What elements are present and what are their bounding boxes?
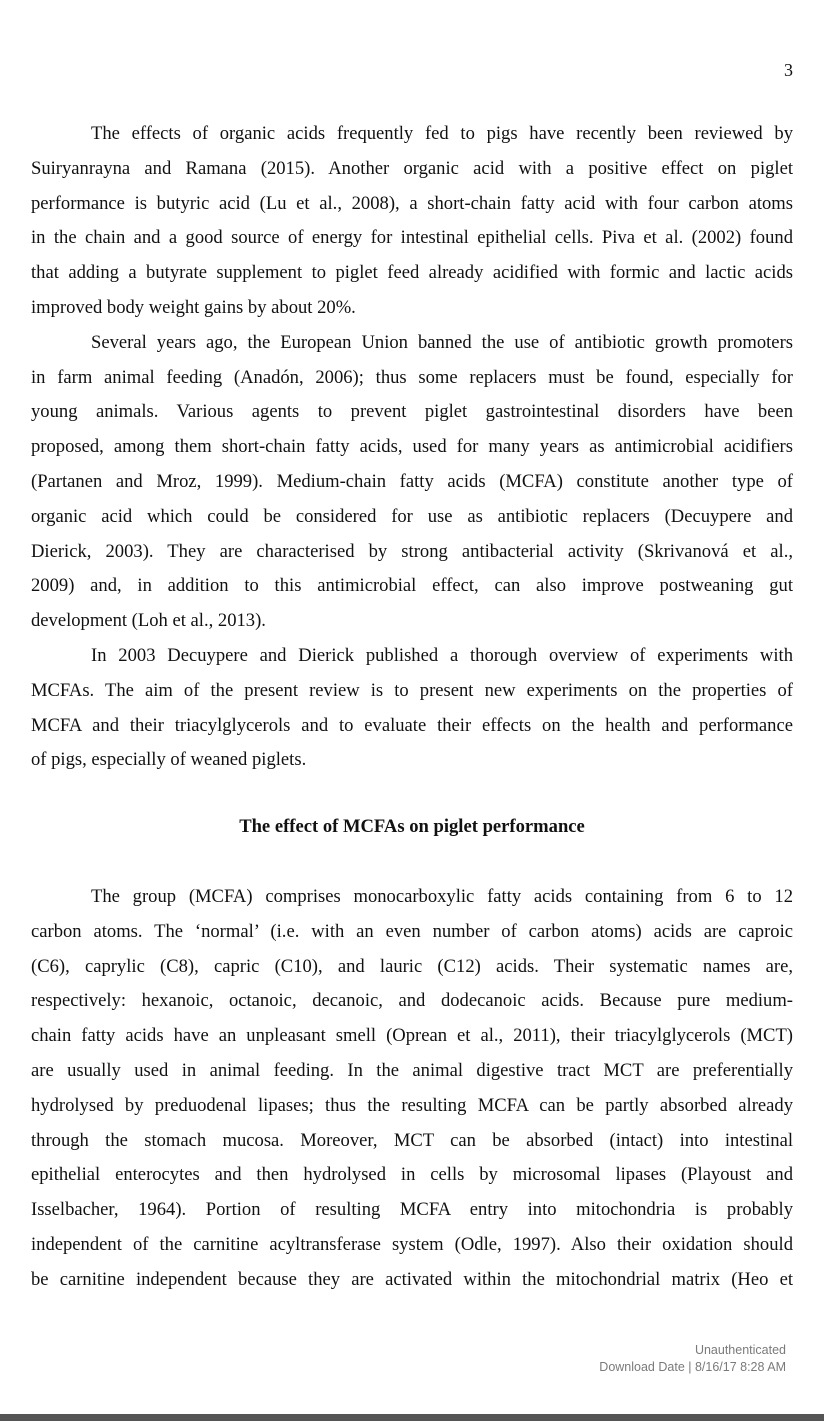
download-footer [599, 1342, 786, 1376]
text-line: of pigs, especially of weaned piglets. [31, 749, 307, 771]
text-line: In 2003 Decuypere and Dierick published a thorough overview of experiments with [91, 644, 793, 666]
download-date: Download Date | 8/16/17 8:28 AM [599, 1360, 786, 1374]
text-line: Dierick, 2003). They are characterised by strong antibacterial activity (Skrivanová et al., [31, 540, 793, 562]
text-line: respectively: hexanoic, octanoic, decanoic, and dodecanoic acids. Because pure medium- [31, 990, 793, 1012]
text-line: MCFAs. The aim of the present review is to present new experiments on the properties of [31, 679, 793, 701]
text-line: (Partanen and Mroz, 1999). Medium-chain fatty acids (MCFA) constitute another type of [31, 470, 793, 492]
paragraph [31, 880, 793, 1298]
text-line: 2009) and, in addition to this antimicrobial effect, can also improve postweaning gut [31, 575, 793, 597]
text-line: chain fatty acids have an unpleasant smell (Oprean et al., 2011), their triacylglycerols (MCT) [31, 1025, 793, 1047]
text-line: Several years ago, the European Union banned the use of antibiotic growth promoters [91, 331, 793, 353]
page-number: 3 [784, 60, 793, 80]
text-line: hydrolysed by preduodenal lipases; thus the resulting MCFA can be partly absorbed already [31, 1094, 793, 1116]
paragraph [31, 326, 793, 639]
text-line: independent of the carnitine acyltransferase system (Odle, 1997). Also their oxidation should [31, 1233, 793, 1255]
text-line: are usually used in animal feeding. In the animal digestive tract MCT are preferentially [31, 1059, 793, 1081]
text-line: carbon atoms. The ‘normal’ (i.e. with an even number of carbon atoms) acids are caproic [31, 920, 793, 942]
text-line: (C6), caprylic (C8), capric (C10), and lauric (C12) acids. Their systematic names are, [31, 955, 793, 977]
text-line: proposed, among them short-chain fatty acids, used for many years as antimicrobial acidifiers [31, 436, 793, 458]
text-line: Isselbacher, 1964). Portion of resulting MCFA entry into mitochondria is probably [31, 1199, 793, 1221]
auth-status: Unauthenticated [694, 1343, 786, 1357]
text-line: The effects of organic acids frequently fed to pigs have recently been reviewed by [91, 123, 793, 144]
text-line: organic acid which could be considered for use as antibiotic replacers (Decuypere and [31, 505, 793, 527]
text-line: The group (MCFA) comprises monocarboxylic fatty acids containing from 6 to 12 [91, 886, 793, 907]
section-heading: The effect of MCFAs on piglet performance [239, 816, 585, 837]
text-line: performance is butyric acid (Lu et al., 2008), a short-chain fatty acid with four carbon atoms [31, 192, 793, 214]
text-line: in the chain and a good source of energy for intestinal epithelial cells. Piva et al. (2002) found [31, 227, 793, 249]
section-body [31, 880, 793, 1298]
text-line: in farm animal feeding (Anadón, 2006); thus some replacers must be found, especially for [31, 366, 793, 388]
text-line: MCFA and their triacylglycerols and to evaluate their effects on the health and performance [31, 714, 793, 736]
paragraph [31, 117, 793, 326]
bottom-bar [0, 1414, 824, 1421]
text-line: that adding a butyrate supplement to piglet feed already acidified with formic and lactic acids [31, 262, 793, 284]
text-line: epithelial enterocytes and then hydrolysed in cells by microsomal lipases (Playoust and [31, 1164, 793, 1186]
text-line: through the stomach mucosa. Moreover, MCT can be absorbed (intact) into intestinal [31, 1129, 793, 1151]
text-line: development (Loh et al., 2013). [31, 610, 266, 632]
text-line: improved body weight gains by about 20%. [31, 296, 356, 318]
text-line: Suiryanrayna and Ramana (2015). Another organic acid with a positive effect on piglet [31, 157, 793, 179]
text-line: young animals. Various agents to prevent piglet gastrointestinal disorders have been [31, 401, 793, 423]
body-text [31, 117, 793, 778]
paragraph [31, 639, 793, 778]
text-line: be carnitine independent because they are activated within the mitochondrial matrix (Heo et [31, 1268, 793, 1290]
